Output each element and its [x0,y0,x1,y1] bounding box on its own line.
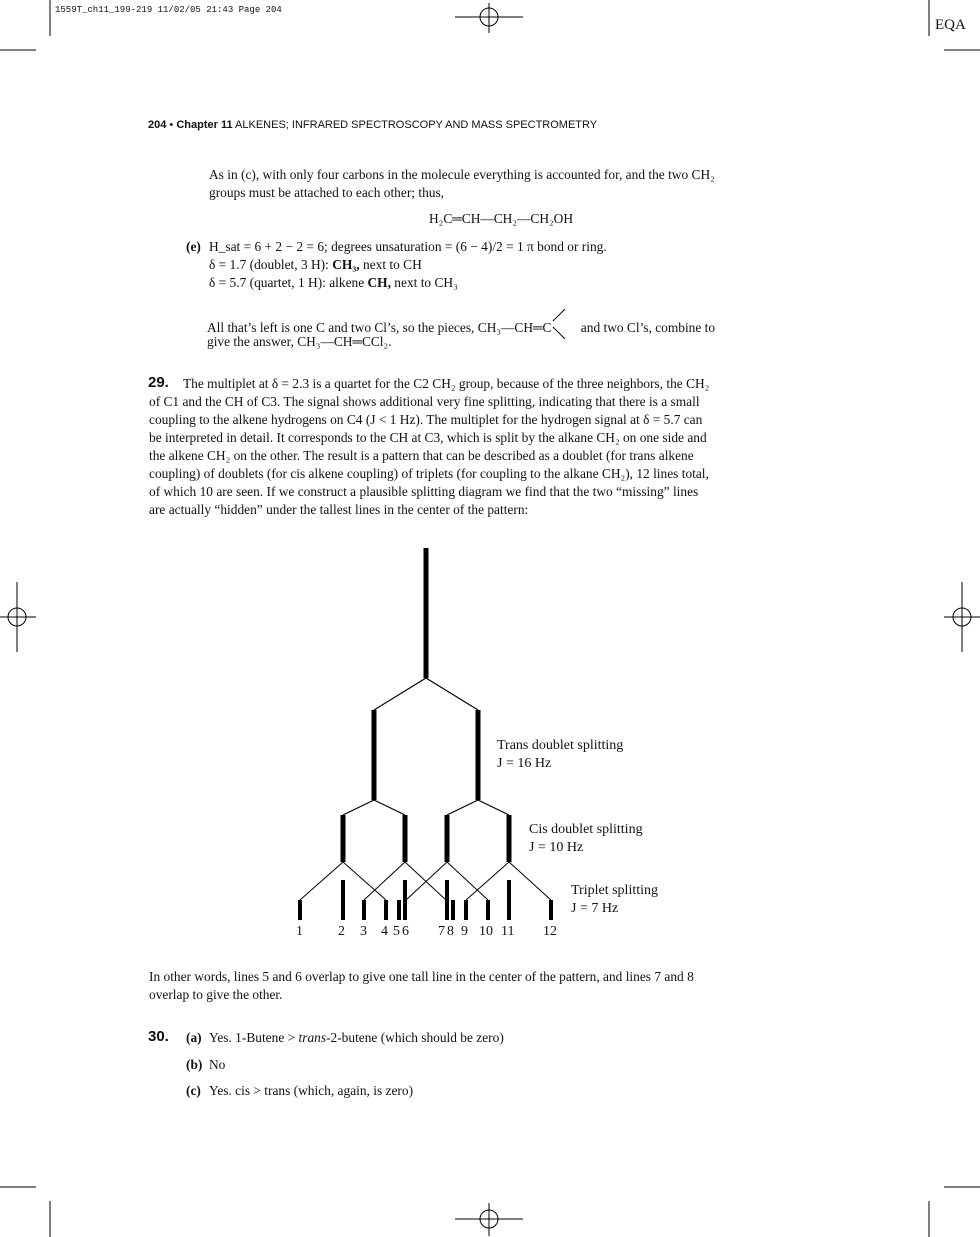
line-number-2: 2 [338,924,345,939]
problem-30-c-label: (c) [186,1083,201,1098]
line-number-7: 7 [438,924,445,939]
line-number-3: 3 [360,924,367,939]
part-e-line-3-a: δ = 5.7 (quartet, 1 H): alkene [209,275,368,290]
line-number-9: 9 [461,924,468,939]
corner-mark: EQA [935,17,966,33]
chapter-label: Chapter 11 [176,119,233,131]
problem-29-line-2: of C1 and the CH of C3. The signal shows additional very fine splitting, indicating that there is a small [149,394,700,409]
part-e-label: (e) [186,239,201,254]
problem-29-line-8: are actually “hidden” under the tallest lines in the center of the pattern: [149,502,529,517]
problem-29-line-5: the alkene CH₂ on the other. The result is a pattern that can be described as a doublet (for trans alkene [149,448,694,463]
part-e-line-1: H_sat = 6 + 2 − 2 = 6; degrees unsaturation = (6 − 4)/2 = 1 π bond or ring. [209,239,607,254]
part-e-line-2-bold: CH₃, [332,257,360,272]
line-number-5: 5 [393,924,400,939]
problem-30-b-label: (b) [186,1057,203,1072]
problem-30-c-text: Yes. cis > trans (which, again, is zero) [209,1083,414,1098]
part-e-para-a: All that’s left is one C and two Cl’s, so the pieces, [207,320,478,336]
problem-29-line-6: coupling) of doublets (for cis alkene coupling) of triplets (for coupling to the alkane CH₂), 12 lines total, [149,466,709,481]
cis-splitting-label: Cis doublet splitting [529,822,643,837]
part-e-line-3-b: next to CH₃ [390,275,458,290]
chapter-title: ALKENES; INFRARED SPECTROSCOPY AND MASS SPECTROMETRY [235,119,598,131]
part-e-line-2-a: δ = 1.7 (doublet, 3 H): [209,257,333,272]
line-number-1: 1 [296,924,303,939]
problem-30-a-italic: trans [298,1030,327,1045]
line-number-10: 10 [479,924,493,939]
problem-30-number: 30. [148,1028,169,1045]
problem-30-a-text-1: Yes. 1-Butene > [209,1030,299,1045]
problem-30-b-text: No [209,1057,226,1072]
problem-29-line-7: of which 10 are seen. If we construct a plausible splitting diagram we find that the two “missing” lines [149,484,699,499]
part-d-line-1: As in (c), with only four carbons in the molecule everything is accounted for, and the two CH₂ [209,167,715,182]
page-number: 204 [148,119,167,131]
line-number-6: 6 [402,924,409,939]
part-e-line-2-b: next to CH [359,257,422,272]
problem-30-a-text-2: -2-butene (which should be zero) [326,1030,504,1045]
line-number-12: 12 [543,924,557,939]
after-diagram-line-1: In other words, lines 5 and 6 overlap to give one tall line in the center of the pattern, and lines 7 and 8 [149,969,694,984]
problem-30-a-label: (a) [186,1030,202,1045]
triplet-splitting-j: J = 7 Hz [571,901,619,916]
header-bullet: • [169,119,174,131]
triplet-splitting-label: Triplet splitting [571,883,659,898]
part-e-line-3-bold: CH, [367,275,391,290]
trans-splitting-label: Trans doublet splitting [497,738,624,753]
line-number-4: 4 [381,924,388,939]
problem-30-a-text [209,1029,504,1047]
problem-29-line-1: The multiplet at δ = 2.3 is a quartet for the C2 CH₂ group, because of the three neighbors, the CH₂ [183,376,710,391]
part-d-formula: H₂C═CH—CH₂—CH₂OH [429,211,574,226]
problem-29-number: 29. [148,374,169,391]
line-number-11: 11 [501,924,515,939]
after-diagram-line-2: overlap to give the other. [149,987,283,1002]
line-number-8: 8 [447,924,454,939]
cis-splitting-j: J = 10 Hz [529,840,584,855]
print-slug: 1559T_ch11_199-219 11/02/05 21:43 Page 204 [55,5,282,15]
problem-29-line-4: be interpreted in detail. It corresponds to the CH at C3, which is split by the alkane CH₂ on one side and [149,430,707,445]
part-e-para-line-2: give the answer, CH₃—CH═CCl₂. [207,334,392,349]
trans-splitting-j: J = 16 Hz [497,756,552,771]
problem-29-line-3: coupling to the alkene hydrogens on C4 (J < 1 Hz). The multiplet for the hydrogen signal at δ = 5.7 can [149,412,703,427]
part-e-para-b: and two Cl’s, combine to [577,320,716,336]
part-d-line-2: groups must be attached to each other; thus, [209,185,445,200]
fragment-formula: CH₃—CH═C [477,320,552,336]
